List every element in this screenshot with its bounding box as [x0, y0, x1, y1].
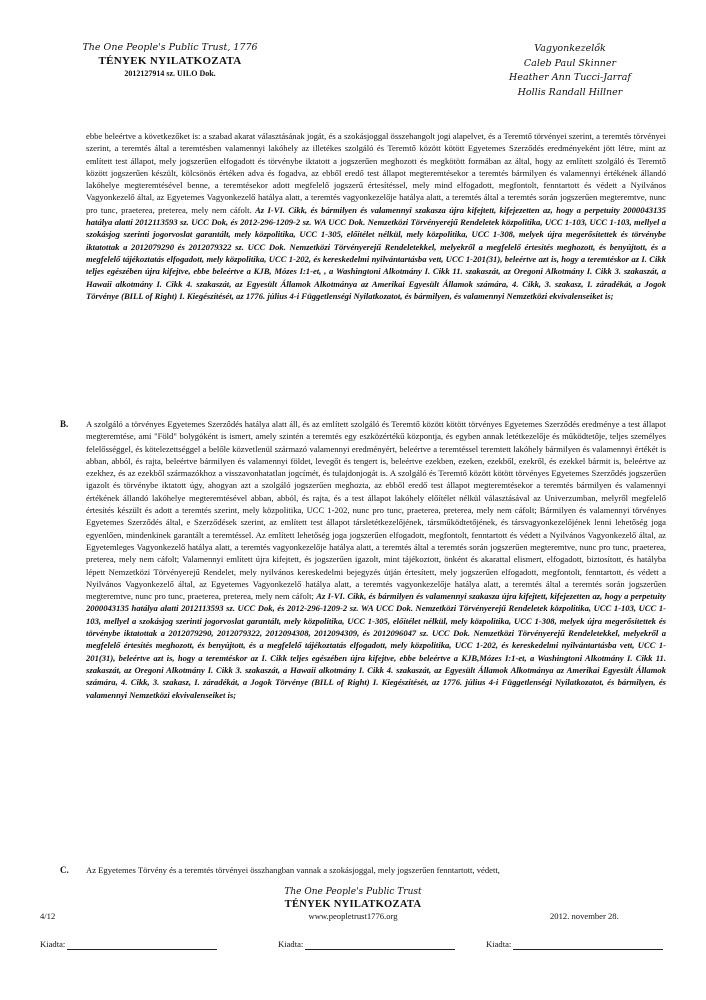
trustee-name: Heather Ann Tucci-Jarraf — [509, 72, 631, 83]
signature-label: Kiadta: — [278, 939, 304, 949]
trustee-name: Hollis Randall Hillner — [517, 86, 623, 98]
paragraph-letter: C. — [60, 865, 69, 875]
signature-field — [40, 938, 217, 950]
signature-label: Kiadta: — [486, 939, 512, 949]
page-number: 4/12 — [40, 911, 56, 921]
paragraph-letter: B. — [60, 419, 69, 429]
trustee-name: Caleb Paul Skinner — [523, 57, 617, 69]
paragraph-body — [86, 864, 666, 876]
signature-field — [486, 938, 663, 950]
paragraph-c — [60, 864, 666, 876]
header-trustees — [470, 42, 670, 100]
footer — [0, 886, 706, 911]
signature-line — [513, 940, 663, 950]
signature-line — [67, 940, 217, 950]
paragraph-text: A szolgáló a törvényes Egyetemes Szerződés hatálya alatt áll, és az említett szolgáló és Teremtő között kötött törvényes Egyetemes Szerződés eredménye a test állapot megteremtése, ami "Föld" bolygóként is ismert, amely szintén a teremtés egy eszközértékű központja, és egyben annak letétkezelője és működtetője, teljes személyes felelősséggel, és kötelezettséggel a belőle közvetlenül származó valamennyi eredményért, beleértve a teremtéssel teremtett lakóhely bármilyen és valamennyi értékét is abban, abból, és rajta, beleértve bármilyen és valamennyi földet, levegőt és tengert is, beleértve ezekben, ezeken, ezekből, ezekről, és ezekkel bármit is, beleértve az ezekhez, és az ezekből származókhoz a visszavonhatatlan jogcímét, és tulajdonjogát is. A szolgáló és Teremtő között kötött törvényes Egyetemes Szerződés jogszerűen igazolt és törvénybe iktatott úgy, ahogyan azt a szolgáló jogszerűen meghozta, az ebből eredő test állapot megteremtésekor a teremtés bármilyen és valamennyi értékének állandó lakóhelye megteremtésével abban, abból, és rajta, és a test állapot lakóhely előítélet nélkül választásával az Univerzumban, melyről megfelelő értesítés készült és adott a teremtés szerint, mely közpolitika, UCC 1-202, nunc pro tunc, praeterea, preterea, mely nem cáfolt; Bármilyen és valamennyi törvényes Egyetemes Szerződés által, e Szerződések szerint, az említett test állapot társletétkezelőjének, társműködtetőjének, és társvagyonkezelőjének lenni lehetőség joga egyenlően, mindenkinek garantált a teremtéssel. Az említett lehetőség joga jogszerűen elfogadott, megfontolt, fenntartott és védett a Nyilvános Vagyonkezelő által, az Egyetemleges Vagyonkezelő hatálya alatt, a teremtés vagyonkezelője hatálya alatt, a teremtés által a teremtés során jogszerűen megteremtve, nunc pro tunc, praeterea, preterea, mely nem cáfolt; Valamennyi említett újra kifejtett, és jogszerűen igazolt, mint tájékoztott, önként és akarattal elismert, elfogadott, biztosított, és hatályba lépett Nemzetközi Törvényerejű Rendelet, mely nyilvános kereskedelmi bejegyzés útján értesített, mely jogszerűen elfogadott, megfontolt, fenntartott, és védett a Nyilvános Vagyonkezelő által, az Egyetemes Vagyonkezelő hatálya alatt, a teremtés vagyonkezelője hatálya alatt, a teremtés által a teremtés során jogszerűen megteremtve, nunc pro tunc, praeterea, preterea, mely nem cáfolt; — [86, 419, 666, 602]
trustee-label: Vagyonkezelők — [534, 43, 606, 54]
footer-trust-name: The One People's Public Trust — [284, 887, 422, 897]
paragraph-text: Az Egyetemes Törvény és a teremtés törvényei összhangban vannak a szokásjoggal, mely jogszerűen fenntartott, védett, — [86, 865, 500, 875]
paragraph-bold-text: Az I-VI. Cikk, és bármilyen és valamennyi szakasza újra kifejtett, kifejezetten az, hogy a perpetuity 2000043135 hatálya alatti 2012113593 sz. UCC Dok, és 2012-296-1209-2 sz. WA UCC Dok. Nemzetközi Törvényerejű Rendeletek közpolitika, UCC 1-103, UCC 1-103, mellyel a szokásjog szerinti jogorvoslat garantált, mely közpolitika, UCC 1-305, előítélet nélkül, mely közpolitika, UCC 1-308, melyek újra megerősítettek és törvénybe iktatottak a 2012079290, 2012079322, 2012094308, 2012094309, és 2012096047 sz. UCC Dok. Nemzetközi Törvényerejű Rendeletekkel, melyekről a megfelelő értesítés meghozott, és benyújtott, és a megfelelő tájékoztatás elfogadott, mely közpolitika, UCC 1-202, és kereskedelmi nyilvántartásba vett, UCC 1-201(31), beleértve azt is, hogy a teremtéskor az I. Cikk teljes egészében újra kifejtve, ebbe beleértve a KJB,Mózes I:1-et, a Washingtoni Alkotmány I. Cikk 11. szakaszát, az Oregoni Alkotmány I. Cikk 3. szakaszát, a Hawaii alkotmány I. Cikk 4. szakaszát, az Egyesült Államok Alkotmánya az Amerikai Egyesült Államok számára, 4. Cikk, 3. szakasz, I. záradékát, a Jogok Törvénye (BILL of Right) I. Kiegészítését, az 1776. július 4-i Függetlenségi Nyilatkozatot, és bármilyen, és valamennyi Nemzetközi ekvivalenseiket is; — [86, 591, 666, 700]
signature-label: Kiadta: — [40, 939, 66, 949]
continuation-paragraph — [86, 130, 666, 302]
header-doc-number: 2012127914 sz. UILO Dok. — [124, 69, 216, 78]
signature-line — [305, 940, 455, 950]
document-date: 2012. november 28. — [550, 911, 619, 921]
paragraph-b — [60, 418, 666, 701]
paragraph-body — [86, 418, 666, 701]
signature-field — [278, 938, 455, 950]
paragraph-text: ebbe beleértve a következőket is: a szabad akarat választásának jogát, és a szokásjoggal összehangolt jogi alapelvet, és a Teremtő törvényei szerint, a teremtés törvényei szerint, a teremtés által a teremtésben valamennyi lakóhely az illetékes szolgáló és Teremtő között kötött Egyetemes Szerződés eredményeként jött létre, mint az említett test állapot, mely jogszerűen elfogadott és törvénybe iktatott a jogszerűen meghozott és megkötött formában az által, hogy az említett szolgáló és Teremtő között jogszerűen készült, kölcsönös értéken adva és fogadva, az ebből eredő test állapot megteremtésekor a teremtés bármilyen és valamennyi értékének állandó lakóhelye megteremtésével benne, a teremtésekor adott megfelelő jogszerű értesítéssel, mely mind elfogadott, megfontolt, fenntartott és védett a Nyilvános Vagyonkezelő által, az Egyetemes Vagyonkezelő hatálya alatt, a teremtés vagyonkezelője hatálya alatt, a teremtés által a teremtés során jogszerűen megteremtve, nunc pro tunc, praeterea, preterea, mely nem cáfolt. — [86, 131, 666, 215]
header-trust-name: The One People's Public Trust, 1776 — [82, 42, 258, 53]
header-title: TÉNYEK NYILATKOZATA — [98, 55, 242, 67]
paragraph-bold-text: Az I-VI. Cikk, és bármilyen és valamennyi szakasza újra kifejtett, kifejezetten az, hogy a perpetuity 2000043135 hatálya alatti 2012113593 sz. UCC Dok, és 2012-296-1209-2 sz. WA UCC Dok. Nemzetközi Törvényerejű Rendeletek közpolitika, UCC 1-103, UCC 1-103, mellyel a szokásjog szerinti jogorvoslat garantált, mely közpolitika, UCC 1-305, előítélet nélkül, mely közpolitika, UCC 1-308, melyek újra megerősítettek és törvénybe iktatottak a 2012079290 és 2012079322 sz. UCC Dok. Nemzetközi Törvényerejű Rendeletekkel, melyekről a megfelelő értesítés meghozott, és benyújtott, és a megfelelő tájékoztatás elfogadott, mely közpolitika, UCC 1-202, és kereskedelmi nyilvántartásba vett, UCC 1-201(31), beleértve azt is, hogy a teremtéskor az I. Cikk teljes egészében újra kifejtve, ebbe beleértve a KJB, Mózes I:1-et, , a Washingtoni Alkotmány I. Cikk 11. szakaszát, az Oregoni Alkotmány I. Cikk 3. szakaszát, a Hawaii alkotmány I. Cikk 4. szakaszát, az Egyesült Államok Alkotmánya az Amerikai Egyesült Államok számára, 4. Cikk, 3. szakasz, I. záradékát, a Jogok Törvénye (BILL of Right) I. Kiegészítését, az 1776. július 4-i Függetlenségi Nyilatkozatot, és bármilyen, és valamennyi Nemzetközi ekvivalenseiket is; — [86, 204, 666, 301]
website-link[interactable]: www.peopletrust1776.org — [308, 911, 398, 921]
footer-title: TÉNYEK NYILATKOZATA — [284, 899, 422, 910]
header-left — [40, 42, 300, 80]
